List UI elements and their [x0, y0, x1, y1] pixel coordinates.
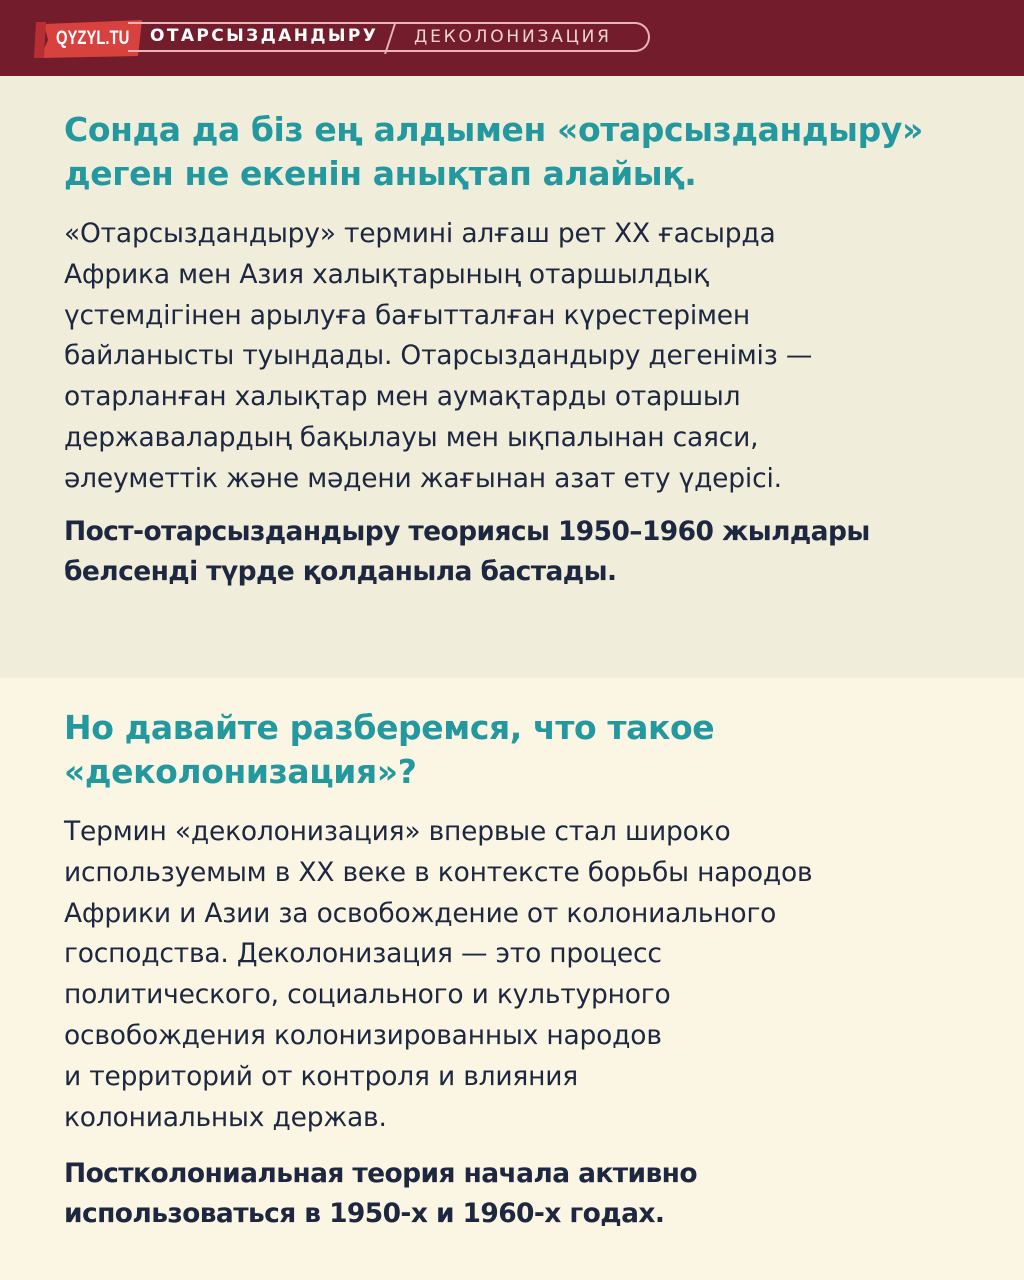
bold-line: Пост-отарсыздандыру теориясы 1950–1960 жылдары: [64, 516, 870, 547]
heading-line: деген не екенін анықтап алайық.: [64, 154, 697, 193]
paragraph-line: Африки и Азии за освобождение от колониального: [64, 897, 777, 929]
paragraph-line: Африка мен Азия халықтарының отаршылдық: [64, 258, 710, 290]
kazakh-paragraph: [64, 214, 964, 500]
paragraph-line: державалардың бақылауы мен ықпалынан саяси,: [64, 421, 759, 453]
kazakh-section: [0, 76, 1024, 678]
bold-line: Постколониальная теория начала активно: [64, 1158, 697, 1189]
paragraph-line: байланысты туындады. Отарсыздандыру дегеніміз —: [64, 340, 813, 372]
russian-paragraph: [64, 812, 964, 1138]
paragraph-line: колониальных держав.: [64, 1101, 387, 1133]
paragraph-line: и территорий от контроля и влияния: [64, 1060, 579, 1092]
bold-line: использоваться в 1950-х и 1960-х годах.: [64, 1198, 665, 1229]
paragraph-line: господства. Деколонизация — это процесс: [64, 938, 662, 970]
paragraph-line: отарланған халықтар мен аумақтарды отаршыл: [64, 381, 741, 413]
nav-secondary-label[interactable]: ДЕКОЛОНИЗАЦИЯ: [414, 27, 612, 47]
bold-line: белсенді түрде қолданыла бастады.: [64, 556, 617, 587]
russian-section: [0, 678, 1024, 1280]
header-bar: [0, 0, 1024, 76]
paragraph-line: политического, социального и культурного: [64, 979, 671, 1011]
heading-line: «деколонизация»?: [64, 752, 417, 791]
kazakh-bold-note: [64, 512, 964, 592]
logo-text: QYZYL.TU: [56, 28, 130, 49]
paragraph-line: «Отарсыздандыру» термині алғаш рет XX ғасырда: [64, 218, 776, 249]
paragraph-line: үстемдігінен арылуға бағытталған күрестерімен: [64, 299, 751, 331]
paragraph-line: Термин «деколонизация» впервые стал широко: [64, 816, 731, 847]
paragraph-line: әлеуметтік және мәдени жағынан азат ету үдерісі.: [64, 462, 782, 494]
heading-line: Но давайте разберемся, что такое: [64, 708, 715, 747]
heading-line: Сонда да біз ең алдымен «отарсыздандыру»: [64, 110, 923, 149]
russian-bold-note: [64, 1154, 964, 1234]
russian-heading: [64, 706, 984, 794]
paragraph-line: освобождения колонизированных народов: [64, 1019, 662, 1051]
paragraph-line: используемым в XX веке в контексте борьбы народов: [64, 856, 813, 888]
kazakh-heading: [64, 108, 984, 196]
nav-primary-label[interactable]: ОТАРСЫЗДАНДЫРУ: [150, 26, 379, 46]
